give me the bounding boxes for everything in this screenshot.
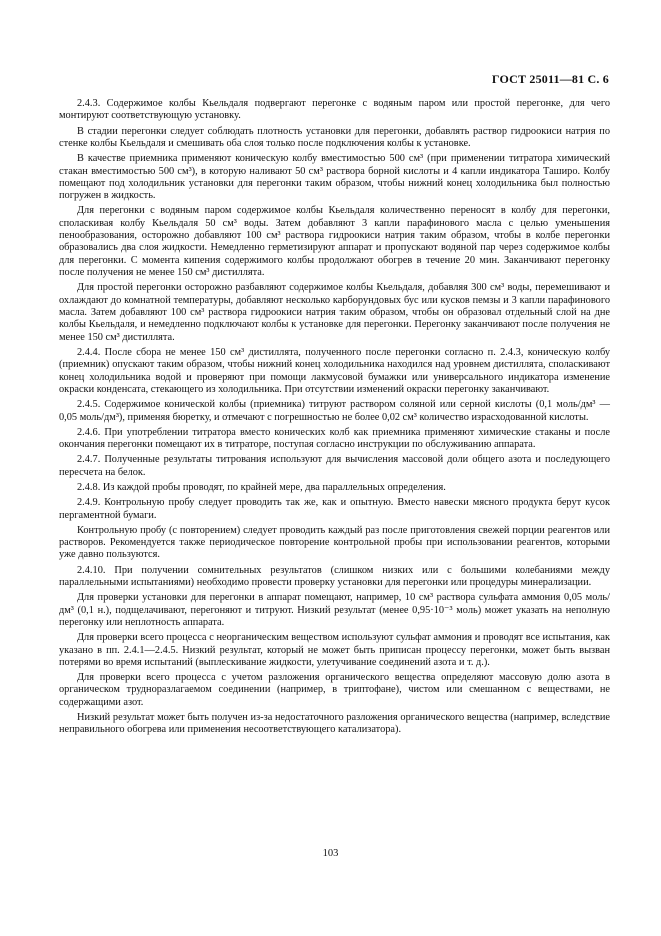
paragraph: 2.4.9. Контрольную пробу следует проводить так же, как и опытную. Вместо навески мясного продукта берут кусок пергаментной бумаги. <box>59 497 610 521</box>
paragraph: Низкий результат может быть получен из-за недостаточного разложения органического вещества (например, вследствие неправильного обогрева или применения несоответствующего катализатора). <box>59 712 610 736</box>
paragraph: Для перегонки с водяным паром содержимое колбы Кьельдаля количественно переносят в колбу для перегонки, споласкивая колбу Кьельдаля 50 см³ воды. Затем добавляют 3 капли парафинового масла с целью уменьшения пенообразования, осторожно добавляют 100 см³ раствора гидроокиси натрия таким образом, чтобы в колбе перегонки образовались два слоя жидкости. Немедленно герметизируют аппарат и пропускают водяной пар через содержимое колбы для перегонки. С момента кипения содержимого колбы продолжают обогрев в течение 20 мин. Заканчивают перегонку после получения не менее 150 см³ дистиллята. <box>59 205 610 279</box>
document-body <box>59 98 610 740</box>
paragraph: 2.4.5. Содержимое конической колбы (приемника) титруют раствором соляной или серной кислоты (0,1 моль/дм³ — 0,05 моль/дм³), применяя бюретку, и отмечают с погрешностью не более 0,02 см³ количество израсходованной кислоты. <box>59 399 610 423</box>
paragraph: Контрольную пробу (с повторением) следует проводить каждый раз после приготовления свежей порции реагентов или растворов. Рекомендуется также периодическое повторение контрольной пробы при использовании реагентов, которыми уже давно пользуются. <box>59 524 610 561</box>
paragraph: 2.4.3. Содержимое колбы Кьельдаля подвергают перегонке с водяным паром или простой перегонке, для чего монтируют соответствующую установку. <box>59 98 610 122</box>
page-number: 103 <box>322 848 339 859</box>
paragraph: 2.4.10. При получении сомнительных результатов (слишком низких или с большими колебаниями между параллельными испытаниями) необходимо провести проверку установки для перегонки или процедуры минерализации. <box>59 564 610 589</box>
paragraph: Для проверки всего процесса с учетом разложения органического вещества определяют массовую долю азота в органическом трудноразлагаемом соединении (например, в триптофане), чистом или смешанном с веществами, не содержащими азот. <box>59 672 610 708</box>
paragraph: Для проверки всего процесса с неорганическим веществом используют сульфат аммония и проводят все испытания, как указано в пп. 2.4.1—2.4.5. Низкий результат, который не может быть приписан процессу перегонки, может быть вызван потерями во время испытаний (выплескивание жидкости, улетучивание соединений азота и т. д.). <box>59 632 610 668</box>
paragraph: 2.4.8. Из каждой пробы проводят, по крайней мере, два параллельных определения. <box>77 481 446 493</box>
paragraph: В стадии перегонки следует соблюдать плотность установки для перегонки, добавлять раствор гидроокиси натрия по стенке колбы Кьельдаля и смешивать оба слоя только после подключения колбы к установке. <box>59 125 610 149</box>
paragraph: 2.4.6. При употреблении титратора вместо конических колб как приемника применяют химические стаканы и после окончания перегонки помещают их в титраторе, поступая согласно инструкции по обслуживанию аппарата. <box>59 426 610 451</box>
paragraph: 2.4.7. Полученные результаты титрования используют для вычисления массовой доли общего азота и последующего пересчета на белок. <box>59 454 610 478</box>
paragraph: 2.4.4. После сбора не менее 150 см³ дистиллята, полученного после перегонки согласно п. 2.4.3, коническую колбу (приемник) опускают таким образом, чтобы нижний конец холодильника находился над уровнем дистиллята, споласкивают конец холодильника водой и проверяют при помощи лакмусовой бумажки или универсального индикатора изменение окраски конденсата, стекающего из холодильника. При отсутствии изменений окраски перегонку заканчивают. <box>59 346 610 396</box>
paragraph: В качестве приемника применяют коническую колбу вместимостью 500 см³ (при применении титратора химический стакан вместимостью 500 см³), в которую наливают 50 см³ раствора борной кислоты и 4 капли индикатора Таширо. Колбу помещают под холодильник установки для перегонки таким образом, чтобы нижний конец холодильника был полностью погружен в жидкость. <box>59 153 610 202</box>
paragraph: Для простой перегонки осторожно разбавляют содержимое колбы Кьельдаля, добавляя 300 см³ воды, перемешивают и охлаждают до комнатной температуры, добавляют несколько карборундовых бус или кусков пемзы и 3 капли парафинового масла. Затем добавляют 100 см³ раствора гидроокиси натрия таким образом, чтобы он образовал отдельный слой на дне колбы Кьельдаля, и немедленно подключают колбы к установке для перегонки. Перегонку заканчивают после получения не менее 150 см³ дистиллята. <box>59 282 610 343</box>
document-header: ГОСТ 25011—81 С. 6 <box>491 72 609 86</box>
paragraph: Для проверки установки для перегонки в аппарат помещают, например, 10 см³ раствора сульфата аммония 0,05 моль/дм³ (0,1 н.), подщелачивают, перегоняют и титруют. Низкий результат (менее 0,95·10⁻³ моль) может указать на неполную перегонку или неплотность аппарата. <box>59 592 610 628</box>
